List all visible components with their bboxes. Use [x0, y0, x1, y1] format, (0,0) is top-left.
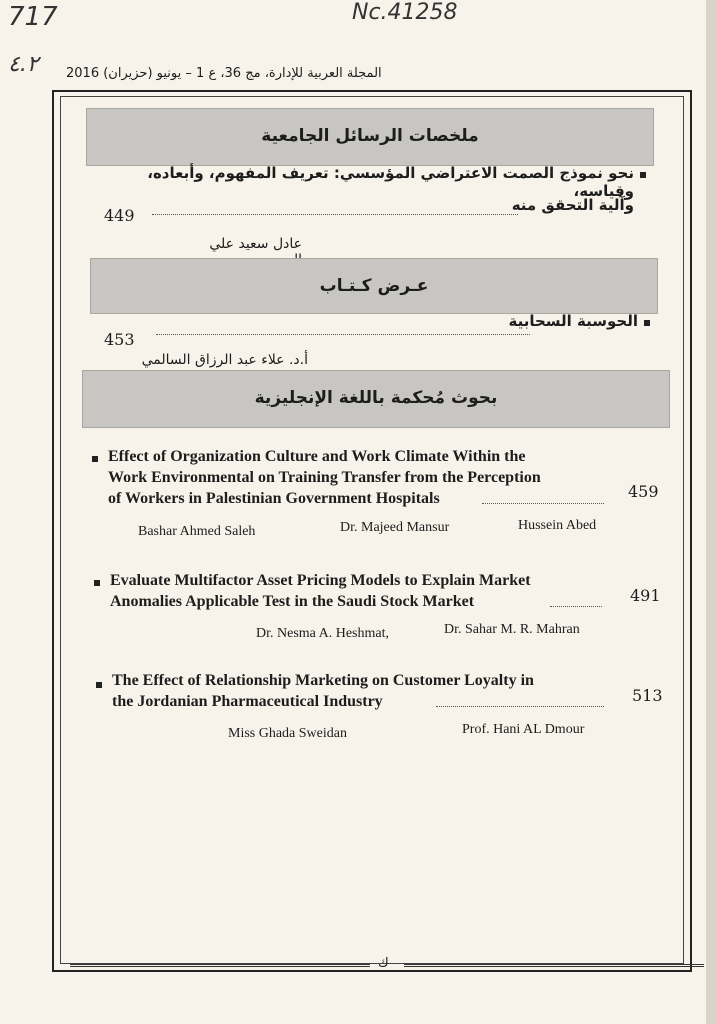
leader-dots	[550, 606, 602, 607]
entry-title-line: Anomalies Applicable Test in the Saudi Stock Market	[110, 593, 475, 610]
page-number: 513	[632, 686, 663, 705]
leader-dots	[152, 214, 518, 215]
entry-author: Bashar Ahmed Saleh	[138, 524, 256, 539]
page-letter: ك	[378, 956, 389, 971]
bullet-icon	[644, 320, 650, 326]
bullet-icon	[96, 682, 102, 688]
page-number: 449	[104, 206, 135, 225]
footer-rule	[70, 964, 370, 967]
running-header: المجلة العربية للإدارة، مج 36، ع 1 – يونيو (حزيران) 2016	[66, 66, 382, 81]
entry-title-line: The Effect of Relationship Marketing on Customer Loyalty in	[112, 672, 534, 689]
section-heading-english-research: بحوث مُحكمة باللغة الإنجليزية	[82, 370, 670, 428]
footer-rule	[404, 964, 704, 967]
page-number: 459	[628, 482, 659, 501]
section-heading-theses: ملخصات الرسائل الجامعية	[86, 108, 654, 166]
entry-author: عادل سعيد علي	[209, 236, 302, 252]
page-number: 453	[104, 330, 135, 349]
handwritten-catalog-number: Nc.41258	[352, 0, 458, 25]
entry-title-line: Work Environmental on Training Transfer from the Perception	[108, 469, 541, 486]
entry-title-line: Effect of Organization Culture and Work Climate Within the	[108, 448, 526, 465]
bullet-icon	[92, 456, 98, 462]
leader-dots	[482, 503, 604, 504]
entry-author: Dr. Sahar M. R. Mahran	[444, 622, 580, 637]
section-heading-book-review: عـرض كـتـاب	[90, 258, 658, 314]
page-number: 491	[630, 586, 661, 605]
bullet-icon	[640, 172, 646, 178]
entry-title-line: Evaluate Multifactor Asset Pricing Models to Explain Market	[110, 572, 531, 589]
entry-author: Miss Ghada Sweidan	[228, 726, 347, 741]
entry-title-line: of Workers in Palestinian Government Hospitals	[108, 490, 440, 507]
entry-author: Dr. Majeed Mansur	[340, 520, 450, 535]
entry-author: أ.د. علاء عبد الرزاق السالمي	[141, 352, 308, 368]
entry-title-line: نحو نموذج الصمت الاعتراضي المؤسسي: تعريف المفهوم، وأبعاده، وقياسه،	[147, 164, 634, 200]
entry-author: Dr. Nesma A. Heshmat,	[256, 626, 389, 641]
page-edge-shadow	[706, 0, 716, 1024]
handwritten-mark: ٤.٢	[8, 52, 39, 77]
entry-title-line: the Jordanian Pharmaceutical Industry	[112, 693, 383, 710]
leader-dots	[436, 706, 604, 707]
entry-author: Prof. Hani AL Dmour	[462, 722, 585, 737]
handwritten-number: 717	[8, 2, 58, 32]
entry-author: Hussein Abed	[518, 518, 597, 533]
entry-title-line: وآلية التحقق منه	[511, 196, 634, 214]
leader-dots	[156, 334, 530, 335]
bullet-icon	[94, 580, 100, 586]
entry-title-line: الحوسبة السحابية	[508, 312, 638, 330]
